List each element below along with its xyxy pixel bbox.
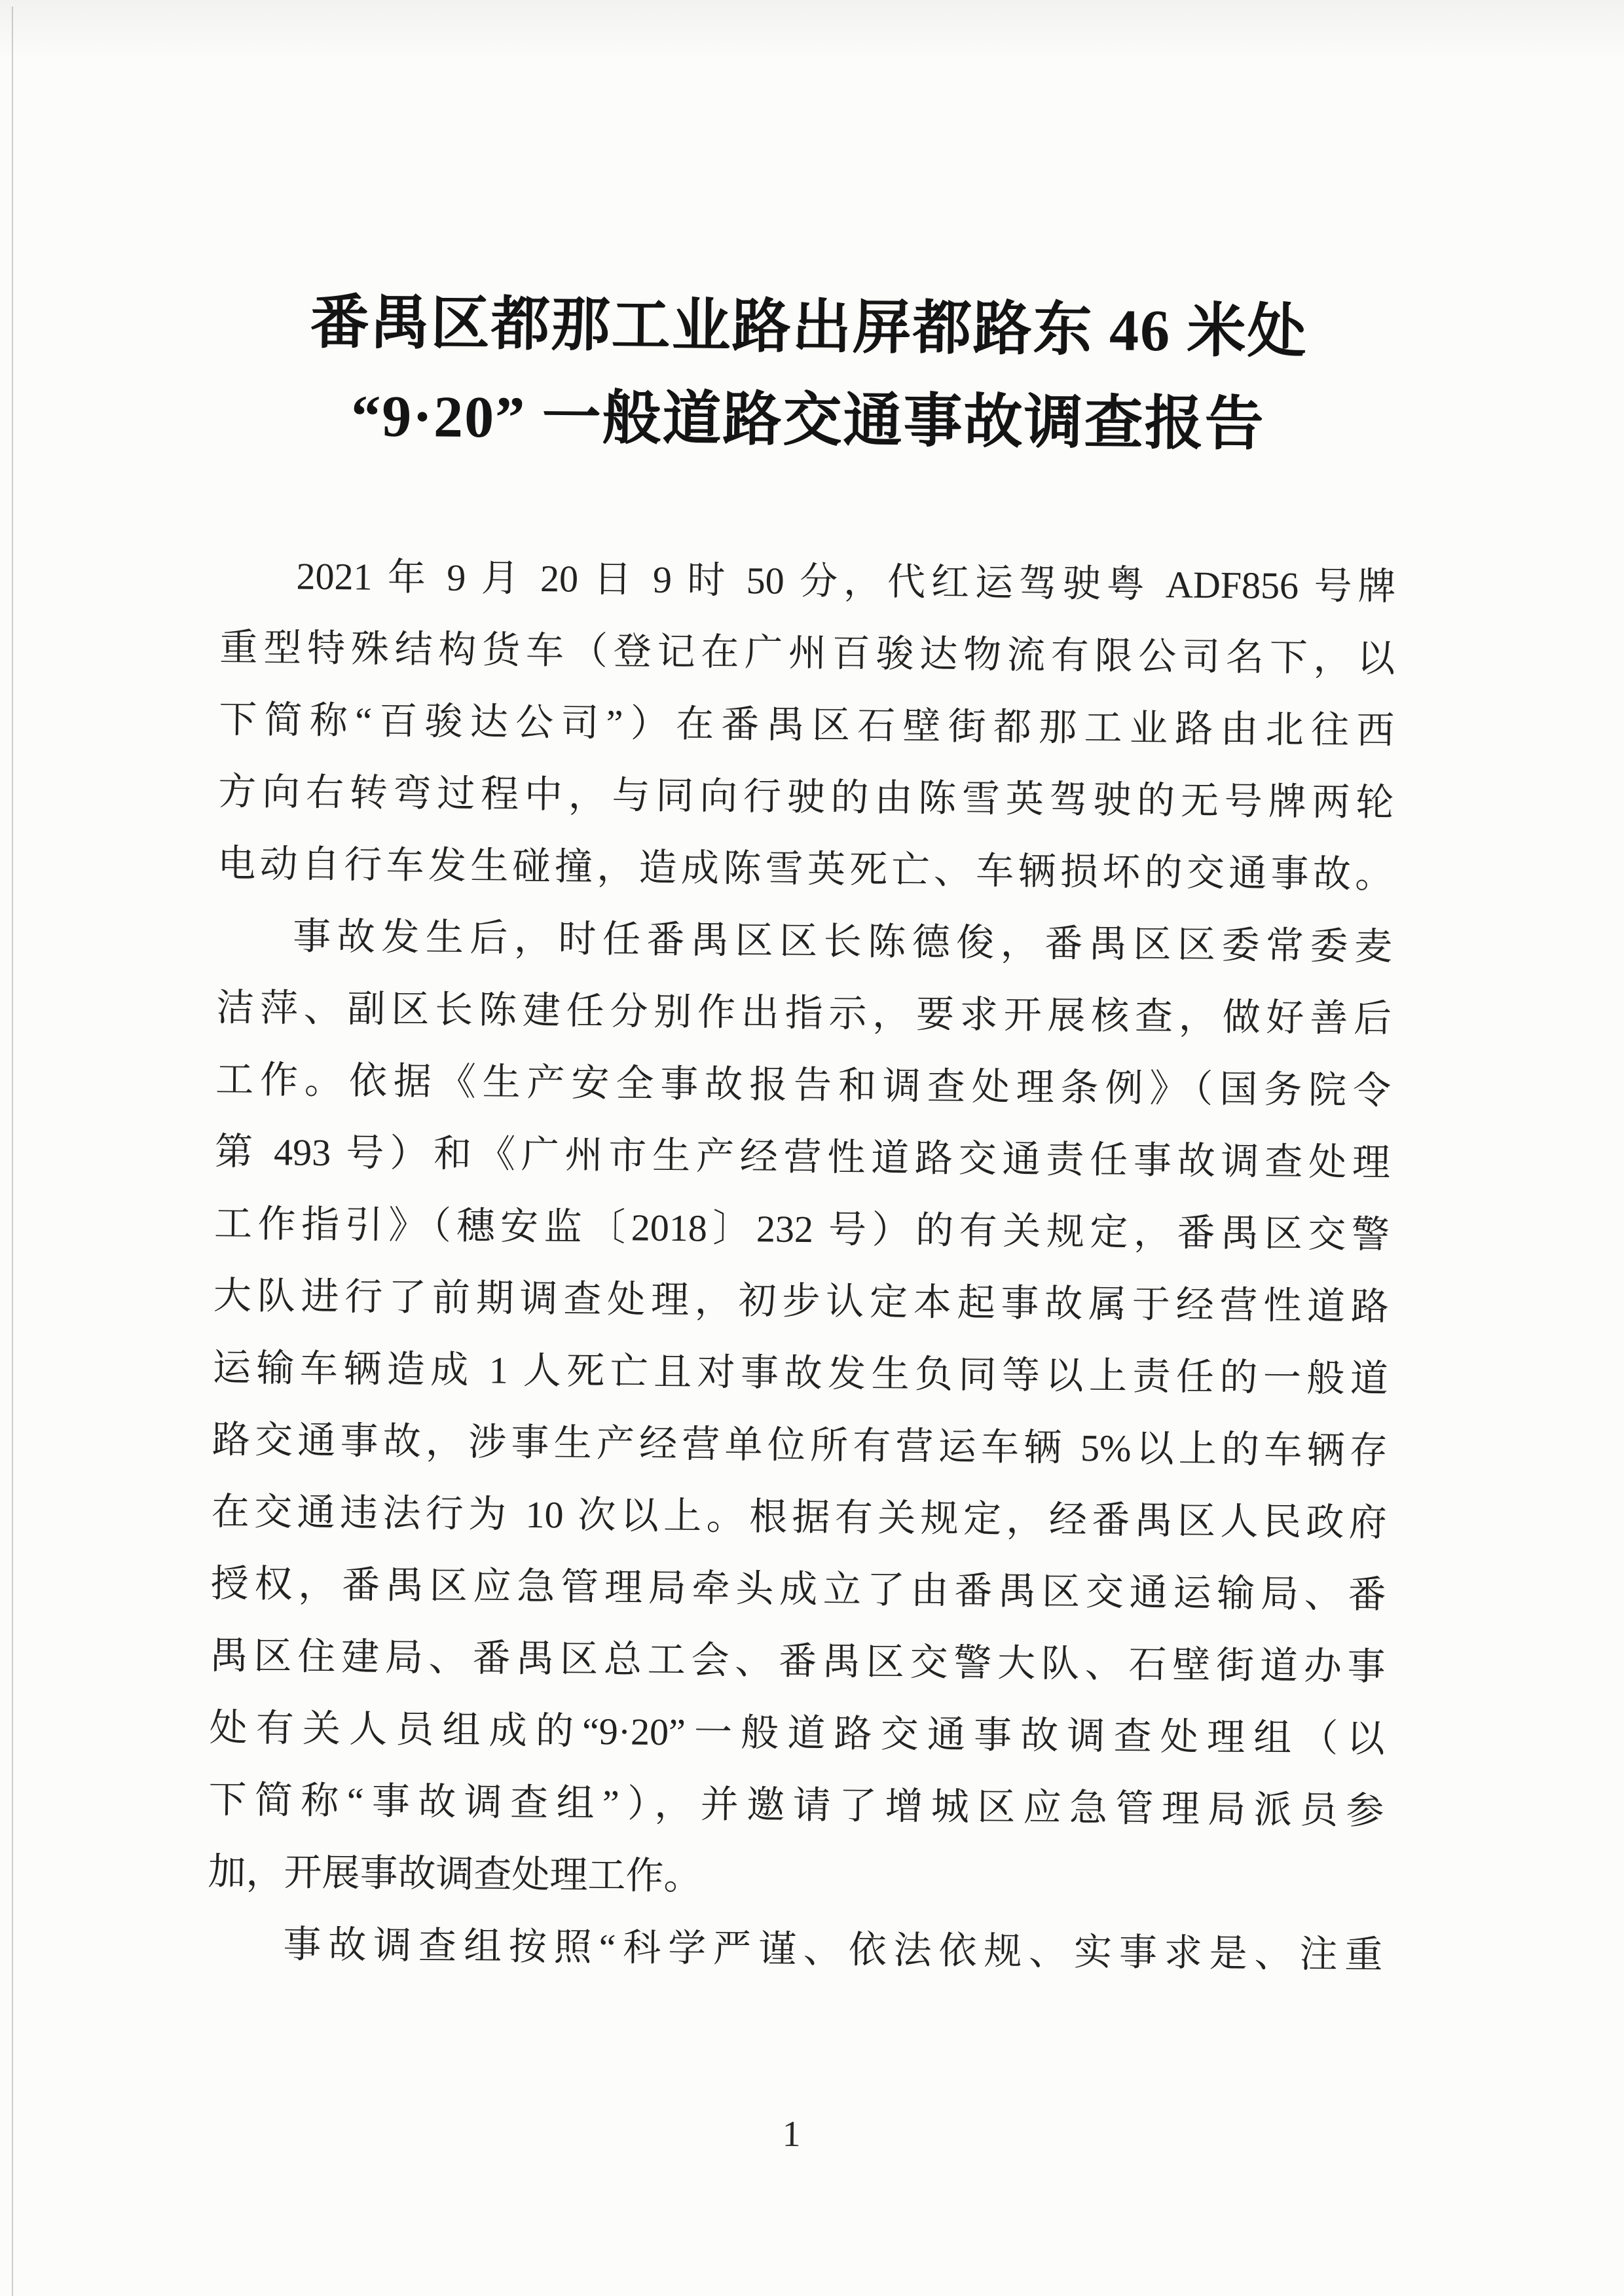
body-line: 工作指引》（穗安监〔2018〕232 号）的有关规定，番禺区交警 [213, 1202, 1390, 1256]
body-line: 洁萍、副区长陈建任分别作出指示，要求开展核查，做好善后 [215, 986, 1392, 1040]
report-title-line-1: 番禺区都那工业路出屏都路东 46 米处 [310, 290, 1308, 365]
body-line: 事故调查组按照“科学严谨、依法依规、实事求是、注重 [283, 1923, 1383, 1977]
page-number: 1 [782, 2113, 802, 2155]
body-line: 电动自行车发生碰撞，造成陈雪英死亡、车辆损坏的交通事故。 [217, 842, 1393, 896]
report-title-line-2: “9·20” 一般道路交通事故调查报告 [350, 384, 1266, 458]
body-line: 工作。依据《生产安全事故报告和调查处理条例》（国务院令 [215, 1058, 1392, 1112]
body-line: 重型特殊结构货车（登记在广州百骏达物流有限公司名下，以 [219, 626, 1395, 680]
body-line: 授权，番禺区应急管理局牵头成立了由番禺区交通运输局、番 [210, 1562, 1386, 1616]
body-line: 事故发生后，时任番禺区区长陈德俊，番禺区区委常委麦 [292, 915, 1393, 968]
body-line: 在交通违法行为 10 次以上。根据有关规定，经番禺区人民政府 [211, 1490, 1388, 1544]
body-line: 处有关人员组成的“9·20”一般道路交通事故调查处理组（以 [209, 1706, 1385, 1760]
body-line: 禺区住建局、番禺区总工会、番禺区交警大队、石壁街道办事 [210, 1634, 1386, 1688]
body-line: 加，开展事故调查处理工作。 [208, 1850, 702, 1898]
report-body [207, 539, 1396, 1991]
body-line: 大队进行了前期调查处理，初步认定本起事故属于经营性道路 [213, 1274, 1390, 1328]
body-line: 第 493 号）和《广州市生产经营性道路交通责任事故调查处理 [214, 1130, 1391, 1184]
body-line: 运输车辆造成 1 人死亡且对事故发生负同等以上责任的一般道 [212, 1346, 1389, 1400]
body-line: 下简称“事故调查组”），并邀请了增城区应急管理局派员参 [208, 1778, 1384, 1832]
body-line: 2021 年 9 月 20 日 9 时 50 分，代红运驾驶粤 ADF856 号牌 [296, 555, 1396, 608]
body-line: 路交通事故，涉事生产经营单位所有营运车辆 5%以上的车辆存 [212, 1418, 1388, 1472]
report-title [0, 274, 1621, 475]
body-line: 下简称“百骏达公司”）在番禺区石壁街都那工业路由北往西 [219, 698, 1395, 752]
body-line: 方向右转弯过程中，与同向行驶的由陈雪英驾驶的无号牌两轮 [218, 770, 1394, 824]
